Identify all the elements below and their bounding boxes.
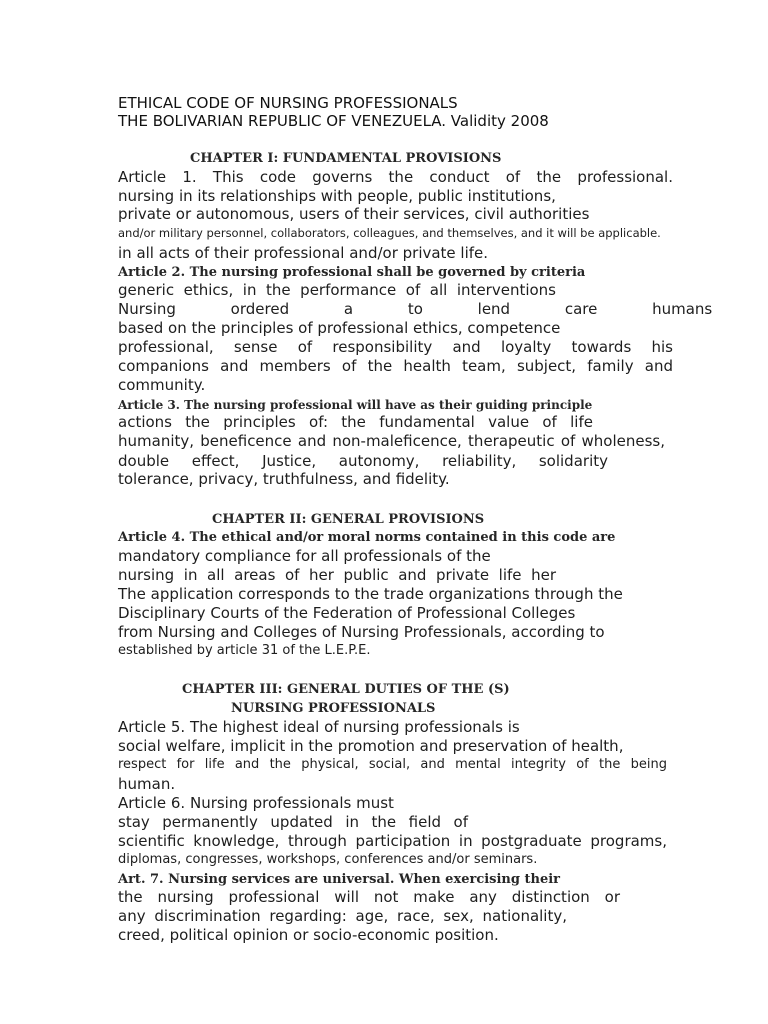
article-4-line: established by article 31 of the L.E.P.E. xyxy=(118,643,371,658)
article-3-line: double effect, Justice, autonomy, reliability, solidarity xyxy=(118,452,608,470)
article-2-line: companions and members of the health team, subject, family and xyxy=(118,357,673,375)
article-5-line: human. xyxy=(118,775,176,793)
article-4-line: mandatory compliance for all professionals of the xyxy=(118,547,491,565)
chapter-2-heading: CHAPTER II: GENERAL PROVISIONS xyxy=(212,512,485,527)
article-1-line: and/or military personnel, collaborators, colleagues, and themselves, and it will be applicable. xyxy=(118,226,661,240)
article-4-line: nursing in all areas of her public and private life her xyxy=(118,566,556,584)
article-4-line: Disciplinary Courts of the Federation of Professional Colleges xyxy=(118,604,576,622)
article-7-heading: Art. 7. Nursing services are universal. When exercising their xyxy=(118,872,561,887)
article-3-line: tolerance, privacy, truthfulness, and fidelity. xyxy=(118,470,450,488)
article-1-line: in all acts of their professional and/or private life. xyxy=(118,244,489,262)
article-7-line: any discrimination regarding: age, race, sex, nationality, xyxy=(118,907,567,925)
chapter-1-heading: CHAPTER I: FUNDAMENTAL PROVISIONS xyxy=(190,151,502,166)
article-2-line: generic ethics, in the performance of all interventions xyxy=(118,281,556,299)
article-1-line: private or autonomous, users of their services, civil authorities xyxy=(118,205,590,223)
article-4-heading: Article 4. The ethical and/or moral norms contained in this code are xyxy=(118,530,616,545)
article-1-line: Article 1. This code governs the conduct of the professional. xyxy=(118,168,673,186)
article-5-line: respect for life and the physical, social, and mental integrity of the being xyxy=(118,757,667,772)
article-3-heading: Article 3. The nursing professional will have as their guiding principle xyxy=(118,398,593,412)
article-2-line: professional, sense of responsibility and loyalty towards his xyxy=(118,338,673,356)
article-2-heading: Article 2. The nursing professional shall be governed by criteria xyxy=(118,265,586,280)
article-3-line: actions the principles of: the fundamental value of life xyxy=(118,413,593,431)
chapter-3-heading: CHAPTER III: GENERAL DUTIES OF THE (S) xyxy=(182,682,510,697)
article-2-line: based on the principles of professional ethics, competence xyxy=(118,319,561,337)
article-6-line: diplomas, congresses, workshops, conferences and/or seminars. xyxy=(118,852,538,867)
article-6-line: scientific knowledge, through participation in postgraduate programs, xyxy=(118,832,667,850)
article-2-line: Nursing ordered a to lend care humans xyxy=(118,300,713,318)
document-title: ETHICAL CODE OF NURSING PROFESSIONALS xyxy=(118,94,458,112)
article-6-line: Article 6. Nursing professionals must xyxy=(118,794,394,812)
article-6-line: stay permanently updated in the field of xyxy=(118,813,468,831)
article-4-line: The application corresponds to the trade organizations through the xyxy=(118,585,623,603)
article-7-line: the nursing professional will not make any distinction or xyxy=(118,888,620,906)
document-subtitle: THE BOLIVARIAN REPUBLIC OF VENEZUELA. Validity 2008 xyxy=(118,112,549,130)
article-2-line: community. xyxy=(118,376,206,394)
article-1-line: nursing in its relationships with people, public institutions, xyxy=(118,187,556,205)
article-5-line: social welfare, implicit in the promotion and preservation of health, xyxy=(118,737,624,755)
article-7-line: creed, political opinion or socio-economic position. xyxy=(118,926,499,944)
chapter-3-heading-line-2: NURSING PROFESSIONALS xyxy=(231,701,436,716)
article-5-line: Article 5. The highest ideal of nursing professionals is xyxy=(118,718,520,736)
article-4-line: from Nursing and Colleges of Nursing Professionals, according to xyxy=(118,623,605,641)
article-3-line: humanity, beneficence and non-maleficence, therapeutic of wholeness, xyxy=(118,432,665,450)
